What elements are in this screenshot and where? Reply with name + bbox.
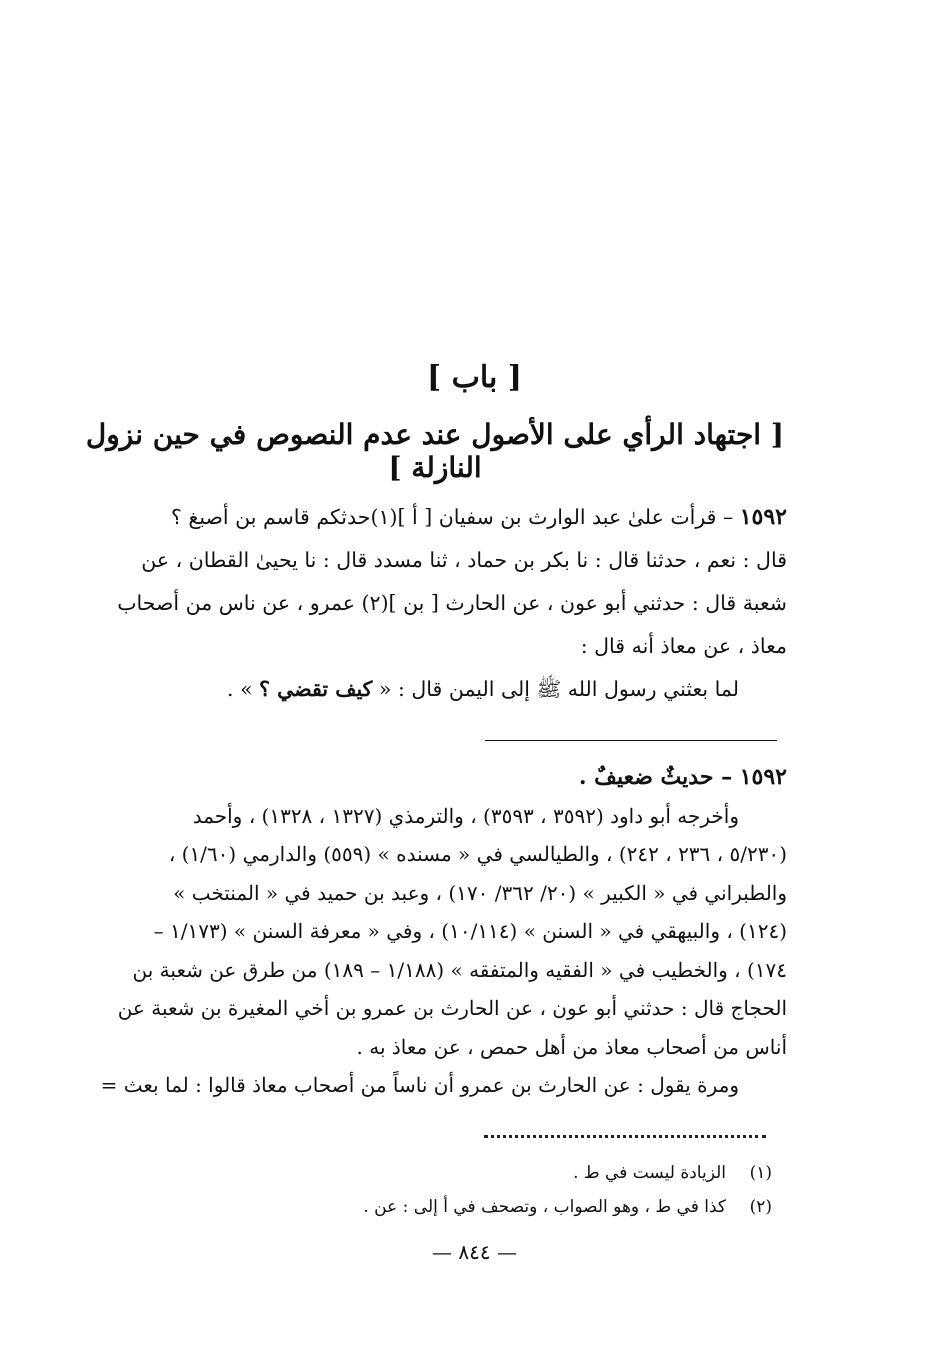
footnote-mark-2: (٢) (749, 1197, 772, 1217)
section-divider (485, 740, 777, 741)
takhrij-line-3: والطبراني في « الكبير » (٢٠/ ٣٦٢/ ١٧٠) ، وعبد بن حميد في « المنتخب » (173, 880, 787, 905)
footnote-divider (484, 1135, 766, 1138)
hadith-line (75, 496, 787, 539)
hadith-line-5-start: لما بعثني رسول الله ﷺ إلى اليمن قال : « (372, 677, 739, 701)
takhrij-line-8: ومرة يقول : عن الحارث بن عمرو أن ناساً من أصحاب معاذ قالوا : لما بعث = (100, 1073, 739, 1097)
hadith-line-5-end: » . (227, 677, 260, 701)
hadith-line-5 (75, 668, 787, 711)
footnote-mark-1: (١) (749, 1163, 772, 1183)
takhrij-line-5: ١٧٤) ، والخطيب في « الفقيه والمتفقه » (١/١٨٨ – ١٨٩) من طرق عن شعبة بن (132, 957, 787, 982)
takhrij-line-2: (٥/٢٣٠ ، ٢٣٦ ، ٢٤٢) ، والطيالسي في « مسنده » (٥٥٩) والدارمي (١/٦٠) ، (168, 842, 787, 866)
takhrij-line-7: أناس من أصحاب معاذ من أهل حمص ، عن معاذ به . (356, 1034, 787, 1059)
hadith-line-2: قال : نعم ، حدثنا قال : نا بكر بن حماد ، ثنا مسدد قال : نا يحيىٰ القطان ، عن (141, 548, 787, 572)
footnote-text-2: كذا في ط ، وهو الصواب ، وتصحف في أ إلى : عن . (363, 1197, 726, 1217)
hadith-text (75, 496, 787, 711)
chapter-title: [ اجتهاد الرأي على الأصول عند عدم النصوص في حين نزول النازلة ] (85, 418, 785, 484)
footnotes (200, 1156, 772, 1224)
takhrij-line-4: (١٢٤) ، والبيهقي في « السنن » (١٠/١١٤) ، وفي « معرفة السنن » (١/١٧٣ – (153, 919, 787, 943)
hadith-line-4: معاذ ، عن معاذ أنه قال : (580, 634, 787, 658)
hadith-quote: كيف تقضي ؟ (259, 677, 373, 701)
hadith-number: ١٥٩٢ (739, 504, 787, 530)
takhrij-text (75, 758, 787, 1105)
footnote-text-1: الزيادة ليست في ط . (573, 1163, 726, 1183)
takhrij-number: ١٥٩٢ (739, 764, 787, 790)
takhrij-grade: – حديثٌ ضعيفٌ . (578, 764, 740, 790)
page-number: — ٨٤٤ — (432, 1240, 517, 1264)
takhrij-line-1: وأخرجه أبو داود (٣٥٩٢ ، ٣٥٩٣) ، والترمذي (١٣٢٧ ، ١٣٢٨) ، وأحمد (192, 803, 739, 828)
hadith-line-3: شعبة قال : حدثني أبو عون ، عن الحارث [ بن ](٢) عمرو ، عن ناس من أصحاب (117, 591, 787, 615)
bab-title: [ باب ] (426, 360, 522, 395)
footnote-1 (200, 1156, 772, 1190)
hadith-line-1: – قرأت علىٰ عبد الوارث بن سفيان [ أ ](١)حدثكم قاسم بن أصبغ ؟ (171, 505, 740, 529)
takhrij-heading (75, 758, 787, 797)
takhrij-line-6: الحجاج قال : حدثني أبو عون ، عن الحارث بن عمرو بن أخي المغيرة بن شعبة عن (117, 996, 787, 1020)
footnote-2 (200, 1190, 772, 1224)
